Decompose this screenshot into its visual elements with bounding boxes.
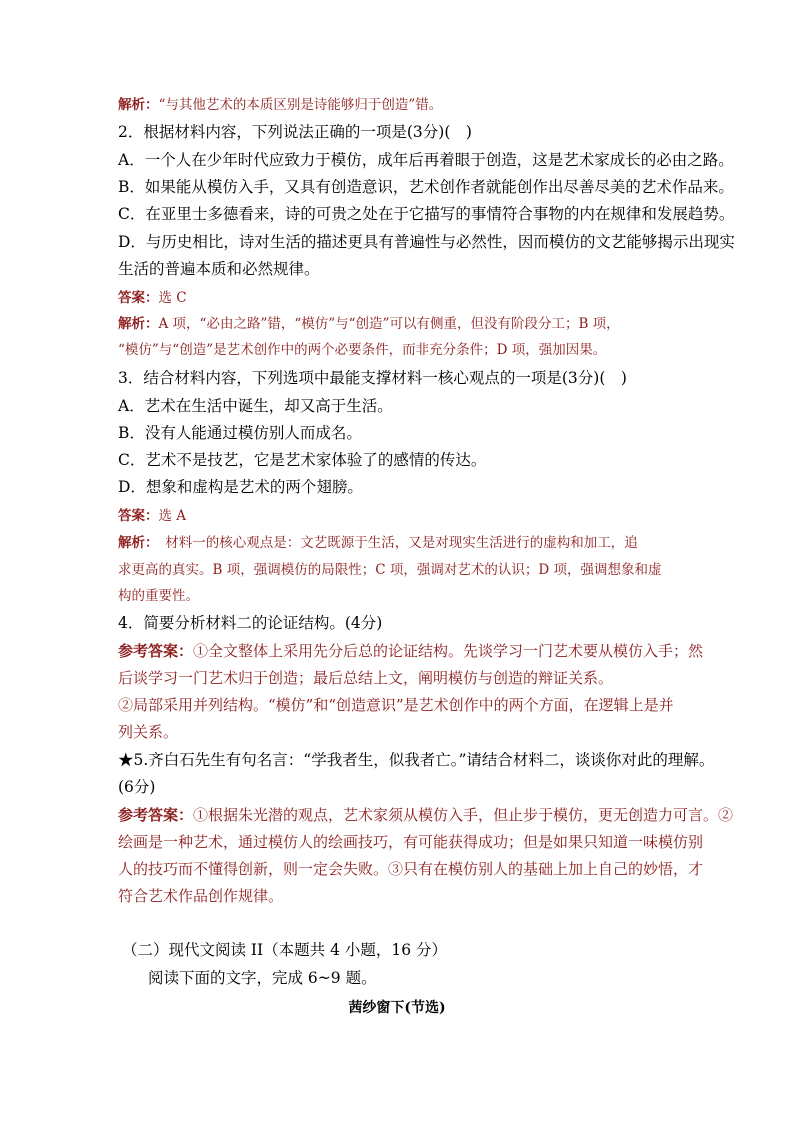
analysis-label: 解析： [118,316,159,332]
analysis-q2-cont: “模仿”与“创造”是艺术创作中的两个必要条件，而非充分条件；D 项，强加因果。 [118,342,607,358]
question-3-option-a: A．艺术在生活中诞生，却又高于生活。 [118,397,393,415]
question-5: ★5.齐白石先生有句名言：“学我者生，似我者亡。”请结合材料二，谈谈你对此的理解。 [118,751,715,769]
analysis-q3-cont2: 构的重要性。 [118,588,199,604]
passage-title: 茜纱窗下(节选) [348,1000,446,1016]
question-3-option-c: C．艺术不是技艺，它是艺术家体验了的感情的传达。 [118,451,487,469]
answer-label: 答案： [118,508,159,524]
reference-answer-q5-l4: 符合艺术作品创作规律。 [118,887,284,905]
analysis-q3: 解析： 材料一的核心观点是：文艺既源于生活，又是对现实生活进行的虚构和加工，追 [118,535,638,551]
reference-answer-q5: 参考答案：①根据朱光潜的观点，艺术家须从模仿入手，但止步于模仿，更无创造力可言。② [118,806,734,824]
question-4: 4．简要分析材料二的论证结构。(4分) [118,614,383,632]
reading-instruction: 阅读下面的文字，完成 6~9 题。 [148,969,377,987]
question-3: 3．结合材料内容，下列选项中最能支撑材料一核心观点的一项是(3分)( ) [118,369,627,387]
analysis-q1: 解析：“与其他艺术的本质区别是诗能够归于创造”错。 [118,97,443,113]
question-2-option-d-cont: 生活的普遍本质和必然规律。 [118,260,320,278]
analysis-q2: 解析：A 项，“必由之路”错，“模仿”与“创造”可以有侧重，但没有阶段分工；B 项， [118,316,620,332]
question-3-option-b: B．没有人能通过模仿别人而成名。 [118,424,362,442]
reference-answer-q4-l3: ②局部采用并列结构。“模仿”和“创造意识”是艺术创作中的两个方面，在逻辑上是并 [118,696,674,714]
question-2-option-a: A．一个人在少年时代应致力于模仿，成年后再着眼于创造，这是艺术家成长的必由之路。 [118,151,734,169]
reference-label: 参考答案： [118,806,194,824]
question-2: 2．根据材料内容，下列说法正确的一项是(3分)( ) [118,123,472,141]
reference-answer-q5-l2: 绘画是一种艺术，通过模仿人的绘画技巧，有可能获得成功；但是如果只知道一味模仿别 [118,833,704,851]
question-3-option-d: D．想象和虚构是艺术的两个翅膀。 [118,478,363,496]
reference-answer-q4-l2: 后谈学习一门艺术归于创造；最后总结上文，阐明模仿与创造的辩证关系。 [118,669,614,687]
answer-label: 答案： [118,290,159,306]
analysis-label: 解析： [118,97,159,113]
question-2-option-b: B．如果能从模仿入手，又具有创造意识，艺术创作者就能创作出尽善尽美的艺术作品来。 [118,178,734,196]
question-2-option-d: D．与历史相比，诗对生活的描述更具有普遍性与必然性，因而模仿的文艺能够揭示出现实 [118,233,735,251]
section-heading: （二）现代文阅读 II（本题共 4 小题，16 分） [122,941,448,959]
question-2-option-c: C．在亚里士多德看来，诗的可贵之处在于它描写的事情符合事物的内在规律和发展趋势。 [118,205,735,223]
reference-answer-q4: 参考答案：①全文整体上采用先分后总的论证结构。先谈学习一门艺术要从模仿入手；然 [118,642,704,660]
analysis-q3-cont: 求更高的真实。B 项，强调模仿的局限性；C 项，强调对艺术的认识；D 项，强调想象和虚 [118,562,662,578]
question-5-points: (6分) [118,778,156,796]
reference-answer-q5-l3: 人的技巧而不懂得创新，则一定会失败。③只有在模仿别人的基础上加上自己的妙悟，才 [118,860,704,878]
answer-q2: 答案：选 C [118,290,187,306]
reference-label: 参考答案： [118,642,194,660]
answer-q3: 答案：选 A [118,508,187,524]
reference-answer-q4-l4: 列关系。 [118,723,179,741]
analysis-label: 解析： [118,535,152,551]
